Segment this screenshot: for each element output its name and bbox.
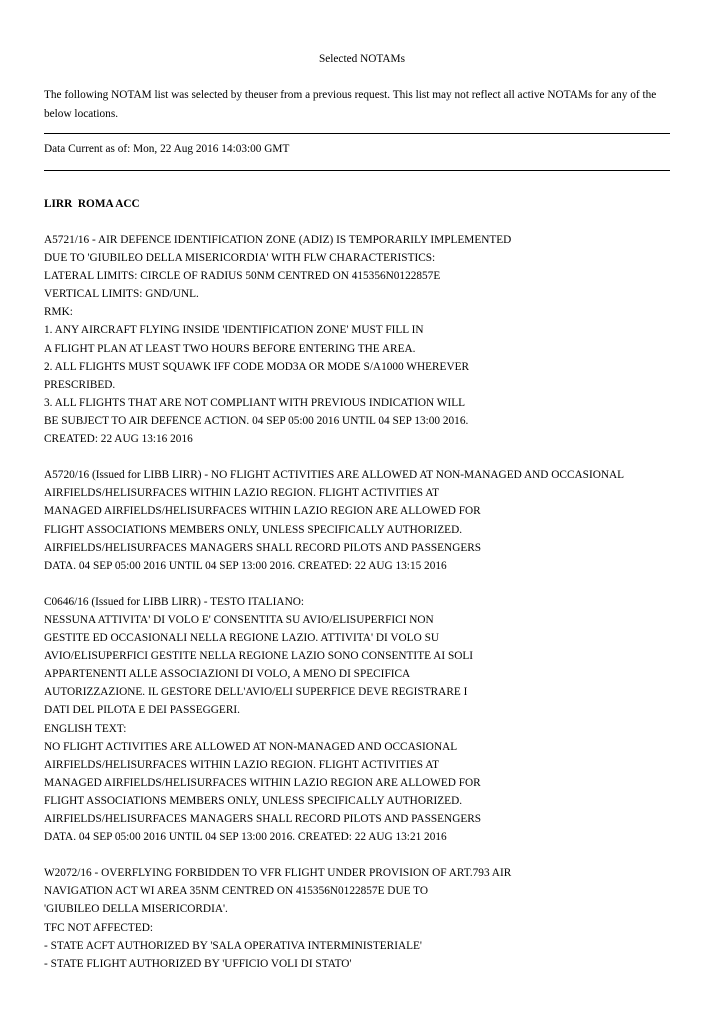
notam-line: MANAGED AIRFIELDS/HELISURFACES WITHIN LAZIO REGION ARE ALLOWED FOR (44, 505, 481, 518)
notam-line: AVIO/ELISUPERFICI GESTITE NELLA REGIONE LAZIO SONO CONSENTITE AI SOLI (44, 650, 474, 663)
notam-line: RMK: (44, 306, 73, 319)
notam-list (44, 231, 684, 991)
notam-line: A FLIGHT PLAN AT LEAST TWO HOURS BEFORE ENTERING THE AREA. (44, 342, 416, 355)
notam-line: AIRFIELDS/HELISURFACES MANAGERS SHALL RECORD PILOTS AND PASSENGERS (44, 813, 482, 825)
notam-line: AIRFIELDS/HELISURFACES MANAGERS SHALL RECORD PILOTS AND PASSENGERS (44, 541, 482, 554)
notam-line: BE SUBJECT TO AIR DEFENCE ACTION. 04 SEP 05:00 2016 UNTIL 04 SEP 13:00 2016. (44, 414, 469, 427)
notam-line: A5720/16 (Issued for LIBB LIRR) - NO FLIGHT ACTIVITIES ARE ALLOWED AT NON-MANAGED AND OCCASIONAL (44, 469, 625, 482)
notam-line: PRESCRIBED. (44, 378, 116, 391)
notam-line: MANAGED AIRFIELDS/HELISURFACES WITHIN LAZIO REGION ARE ALLOWED FOR (44, 776, 481, 789)
notam-line: ENGLISH TEXT: (44, 722, 127, 735)
top-divider (44, 133, 670, 134)
notam-line: 'GIUBILEO DELLA MISERICORDIA'. (44, 903, 228, 916)
notam-line: NESSUNA ATTIVITA' DI VOLO E' CONSENTITA SU AVIO/ELISUPERFICI NON (44, 613, 434, 626)
notam-line: DATA. 04 SEP 05:00 2016 UNTIL 04 SEP 13:00 2016. CREATED: 22 AUG 13:21 2016 (44, 831, 447, 844)
notam-line: DUE TO 'GIUBILEO DELLA MISERICORDIA' WITH FLW CHARACTERISTICS: (44, 252, 436, 265)
notam-line: TFC NOT AFFECTED: (44, 921, 154, 934)
intro-text: The following NOTAM list was selected by theuser from a previous request. This list may not reflect all active NOTAMs for any of the below locations. (44, 89, 657, 120)
notam-line: - STATE ACFT AUTHORIZED BY 'SALA OPERATIVA INTERMINISTERIALE' (44, 939, 422, 952)
notam-line: DATA. 04 SEP 05:00 2016 UNTIL 04 SEP 13:00 2016. CREATED: 22 AUG 13:15 2016 (44, 559, 447, 572)
notam-line: CREATED: 22 AUG 13:16 2016 (44, 433, 193, 446)
notam-line: 1. ANY AIRCRAFT FLYING INSIDE 'IDENTIFICATION ZONE' MUST FILL IN (44, 324, 424, 337)
notam-line: AIRFIELDS/HELISURFACES WITHIN LAZIO REGION. FLIGHT ACTIVITIES AT (44, 487, 440, 500)
notam-line: APPARTENENTI ALLE ASSOCIAZIONI DI VOLO, A MENO DI SPECIFICA (44, 668, 411, 681)
notam-entry (44, 466, 684, 575)
notam-entry (44, 593, 684, 846)
notam-line: 3. ALL FLIGHTS THAT ARE NOT COMPLIANT WITH PREVIOUS INDICATION WILL (44, 396, 466, 409)
notam-line: FLIGHT ASSOCIATIONS MEMBERS ONLY, UNLESS SPECIFICALLY AUTHORIZED. (44, 523, 463, 536)
notam-line: 2. ALL FLIGHTS MUST SQUAWK IFF CODE MOD3A OR MODE S/A1000 WHEREVER (44, 360, 470, 373)
notam-line: GESTITE ED OCCASIONALI NELLA REGIONE LAZIO. ATTIVITA' DI VOLO SU (44, 632, 440, 645)
data-current-timestamp: Data Current as of: Mon, 22 Aug 2016 14:03:00 GMT (44, 143, 290, 155)
notam-entry (44, 864, 684, 973)
notam-line: C0646/16 (Issued for LIBB LIRR) - TESTO ITALIANO: (44, 595, 305, 608)
notam-line: A5721/16 - AIR DEFENCE IDENTIFICATION ZONE (ADIZ) IS TEMPORARILY IMPLEMENTED (44, 234, 512, 246)
notam-line: NAVIGATION ACT WI AREA 35NM CENTRED ON 415356N0122857E DUE TO (44, 885, 428, 898)
notam-line: LATERAL LIMITS: CIRCLE OF RADIUS 50NM CENTRED ON 415356N0122857E (44, 270, 441, 283)
location-heading: LIRR ROMA ACC (44, 198, 140, 210)
notam-entry (44, 231, 684, 448)
notam-line: - STATE FLIGHT AUTHORIZED BY 'UFFICIO VOLI DI STATO' (44, 957, 352, 970)
notam-line: DATI DEL PILOTA E DEI PASSEGGERI. (44, 704, 240, 717)
notam-line: W2072/16 - OVERFLYING FORBIDDEN TO VFR FLIGHT UNDER PROVISION OF ART.793 AIR (44, 867, 512, 880)
notam-line: AIRFIELDS/HELISURFACES WITHIN LAZIO REGION. FLIGHT ACTIVITIES AT (44, 758, 440, 771)
notam-line: AUTORIZZAZIONE. IL GESTORE DELL'AVIO/ELI SUPERFICE DEVE REGISTRARE I (44, 686, 468, 699)
notam-line: FLIGHT ASSOCIATIONS MEMBERS ONLY, UNLESS SPECIFICALLY AUTHORIZED. (44, 794, 463, 807)
notam-line: VERTICAL LIMITS: GND/UNL. (44, 288, 199, 301)
bottom-divider (44, 170, 670, 171)
page-title: Selected NOTAMs (318, 53, 405, 65)
notam-line: NO FLIGHT ACTIVITIES ARE ALLOWED AT NON-MANAGED AND OCCASIONAL (44, 740, 458, 753)
